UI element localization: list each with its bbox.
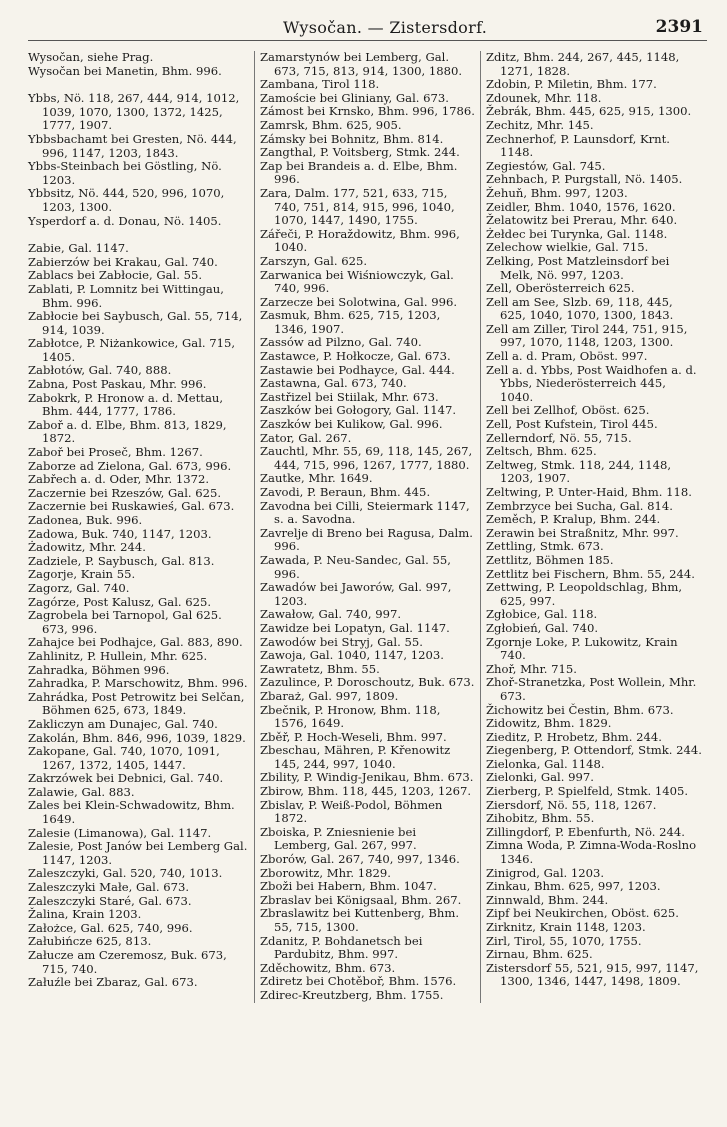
place-entry: Ybbs, Nö. 118, 267, 444, 914, 1012, 1039, 1070, 1300, 1372, 1425, 1777, 1907.: [28, 91, 240, 133]
place-entry: Zasmuk, Bhm. 625, 715, 1203, 1346, 1907.: [260, 308, 441, 336]
place-entry: Wysočan, siehe Prag.: [28, 50, 154, 64]
place-entry: Zell, Post Kufstein, Tirol 445.: [486, 417, 658, 432]
place-entry: Zavodi, P. Beraun, Bhm. 445.: [260, 485, 431, 499]
place-entry: Zabłotów, Gal. 740, 888.: [28, 363, 172, 378]
place-entry: Zborów, Gal. 267, 740, 997, 1346.: [260, 852, 460, 867]
place-entry: Zellerndorf, Nö. 55, 715.: [486, 430, 632, 445]
place-entry: Zhoř-Stranetzka, Post Wollein, Mhr. 673.: [486, 675, 697, 703]
place-entry: Zalawie, Gal. 883.: [28, 784, 135, 799]
place-entry: Zierberg, P. Spielfeld, Stmk. 1405.: [486, 784, 689, 799]
place-entry: Zdiretz bei Chotěboř, Bhm. 1576.: [260, 974, 457, 989]
place-entry: Zdanitz, P. Bohdanetsch bei Pardubitz, Bhm. 997.: [260, 933, 423, 962]
place-entry: Zettwing, P. Leopoldschlag, Bhm, 625, 997.: [486, 580, 683, 608]
place-entry: Žichowitz bei Čestin, Bhm. 673.: [486, 702, 674, 717]
place-entry: Zinnwald, Bhm. 244.: [486, 892, 609, 907]
place-entry: Zarzecze bei Solotwina, Gal. 996.: [260, 294, 458, 309]
place-entry: Zabřech a. d. Oder, Mhr. 1372.: [28, 472, 210, 487]
place-entry: Zabłocie bei Saybusch, Gal. 55, 714, 914, 1039.: [28, 309, 243, 337]
place-entry: Zechnerhof, P. Launsdorf, Krnt. 1148.: [486, 131, 670, 160]
place-entry: Ybbsbachamt bei Gresten, Nö. 444, 996, 1147, 1203, 1843.: [28, 131, 237, 160]
column-3: [480, 51, 706, 1003]
place-entry: Żadowitz, Mhr. 244.: [28, 540, 146, 555]
place-entry: Zakliczyn am Dunajec, Gal. 740.: [28, 716, 218, 731]
place-entry: Zahajce bei Podhajce, Gal. 883, 890.: [28, 635, 243, 650]
place-entry: Zaszków bei Gołogory, Gal. 1147.: [260, 403, 457, 418]
place-entry: Zirl, Tirol, 55, 1070, 1755.: [486, 933, 642, 948]
place-entry: Zběř, P. Hoch-Weseli, Bhm. 997.: [260, 729, 447, 744]
place-entry: Zettlitz, Böhmen 185.: [486, 552, 614, 567]
place-entry: Zadziele, P. Saybusch, Gal. 813.: [28, 553, 215, 568]
place-entry: Zahlinitz, P. Hullein, Mhr. 625.: [28, 648, 208, 663]
place-entry: Zistersdorf 55, 521, 915, 997, 1147, 1300, 1346, 1447, 1498, 1809.: [486, 960, 699, 989]
place-entry: Zbraslawitz bei Kuttenberg, Bhm. 55, 715, 1300.: [260, 906, 460, 934]
place-entry: Želatowitz bei Prerau, Mhr. 640.: [486, 213, 678, 228]
place-entry: Zawadów bei Jaworów, Gal. 997, 1203.: [260, 580, 452, 608]
place-entry: Zbirow, Bhm. 118, 445, 1203, 1267.: [260, 784, 472, 799]
place-entry: Zerawin bei Straßnitz, Mhr. 997.: [486, 525, 679, 540]
place-entry: Zihobitz, Bhm. 55.: [486, 811, 595, 826]
place-entry: Zavodna bei Cilli, Steiermark 1147, s. a. Savodna.: [260, 498, 470, 527]
place-entry: Zeměch, P. Kralup, Bhm. 244.: [486, 512, 661, 527]
place-entry: Załucze am Czeremosz, Buk. 673, 715, 740.: [28, 948, 227, 976]
place-entry: Zhoř, Mhr. 715.: [486, 661, 577, 676]
place-entry: Zazulince, P. Doroschoutz, Buk. 673.: [260, 675, 475, 690]
place-entry: Zalesie (Limanowa), Gal. 1147.: [28, 825, 212, 840]
place-entry: Zawratetz, Bhm. 55.: [260, 661, 380, 676]
place-entry: Zettling, Stmk. 673.: [486, 539, 604, 554]
place-entry: Zembrzyce bei Sucha, Gal. 814.: [486, 498, 673, 513]
place-entry: Ziegenberg, P. Ottendorf, Stmk. 244.: [486, 743, 702, 758]
place-entry: Zawoja, Gal. 1040, 1147, 1203.: [260, 648, 444, 663]
place-entry: Zawałow, Gal. 740, 997.: [260, 607, 402, 622]
place-entry: Zap bei Brandeis a. d. Elbe, Bhm. 996.: [260, 158, 458, 187]
place-entry: Zamoście bei Gliniany, Gal. 673.: [260, 90, 449, 105]
place-entry: Zelechow wielkie, Gal. 715.: [486, 240, 649, 255]
place-entry: Zell bei Zellhof, Oböst. 625.: [486, 403, 650, 418]
place-entry: Zagrobela bei Tarnopol, Gal 625. 673, 996.: [28, 608, 222, 636]
page-number: 2391: [655, 17, 703, 37]
place-entry: Zara, Dalm. 177, 521, 633, 715, 740, 751, 814, 915, 996, 1040, 1070, 1447, 1490, 1755.: [260, 185, 455, 228]
place-entry: Zarwanica bei Wiśniowczyk, Gal. 740, 996.: [260, 267, 454, 296]
place-entry: Zipf bei Neukirchen, Oböst. 625.: [486, 906, 679, 921]
page-header: [28, 14, 707, 41]
place-entry: Zditz, Bhm. 244, 267, 445, 1148, 1271, 1828.: [486, 50, 680, 78]
place-entry: Zbility, P. Windig-Jenikau, Bhm. 673.: [260, 770, 474, 785]
place-entry: Zastawna, Gal. 673, 740.: [260, 376, 407, 391]
place-entry: Ybbs-Steinbach bei Göstling, Nö. 1203.: [28, 159, 222, 187]
place-entry: Zieditz, P. Hrobetz, Bhm. 244.: [486, 729, 662, 744]
place-entry: Zirknitz, Krain 1148, 1203.: [486, 920, 646, 934]
place-entry: Zbislav, P. Weiß-Podol, Böhmen 1872.: [260, 797, 443, 826]
place-entry: Zegiestów, Gal. 745.: [486, 158, 606, 173]
place-entry: Zagorje, Krain 55.: [28, 567, 136, 582]
place-entry: Zawodów bei Stryj, Gal. 55.: [260, 634, 423, 649]
column-1: [28, 51, 254, 1003]
place-entry: Zaboř a. d. Elbe, Bhm. 813, 1829, 1872.: [28, 417, 227, 446]
place-entry: Zator, Gal. 267.: [260, 430, 352, 445]
place-entry: Zaleszczyki Małe, Gal. 673.: [28, 880, 190, 895]
section-gap: [28, 228, 250, 242]
place-entry: Zahradka, P. Marschowitz, Bhm. 996.: [28, 676, 248, 691]
place-entry: Žalina, Krain 1203.: [28, 907, 142, 922]
place-entry: Zgornje Loke, P. Lukowitz, Krain 740.: [486, 634, 678, 663]
place-entry: Zablacs bei Zabłocie, Gal. 55.: [28, 268, 203, 283]
place-entry: Zarszyn, Gal. 625.: [260, 253, 368, 268]
place-entry: Zahradka, Böhmen 996.: [28, 662, 170, 677]
place-entry: Zastawce, P. Hołkocze, Gal. 673.: [260, 349, 451, 364]
place-entry: Zidowitz, Bhm. 1829.: [486, 716, 612, 731]
place-entry: Zabłotce, P. Niżankowice, Gal. 715, 1405.: [28, 336, 236, 364]
place-entry: Zillingdorf, P. Ebenfurth, Nö. 244.: [486, 824, 685, 839]
place-entry: Ysperdorf a. d. Donau, Nö. 1405.: [28, 213, 222, 228]
column-2: [254, 51, 480, 1003]
place-entry: Zaczernie bei Rzeszów, Gal. 625.: [28, 485, 222, 500]
place-entry: Zaszków bei Kulikow, Gal. 996.: [260, 417, 443, 432]
place-entry: Zamrsk, Bhm. 625, 905.: [260, 117, 402, 132]
place-entry: Zabie, Gal. 1147.: [28, 241, 129, 256]
place-entry: Zalesie, Post Janów bei Lemberg Gal. 1147, 1203.: [28, 839, 248, 867]
place-entry: Zinigrod, Gal. 1203.: [486, 865, 605, 880]
place-entry: Zdounek, Mhr. 118.: [486, 90, 602, 105]
place-entry: Zamarstynów bei Lemberg, Gal. 673, 715, 813, 914, 1300, 1880.: [260, 50, 463, 78]
place-entry: Zborowitz, Mhr. 1829.: [260, 865, 391, 880]
place-entry: Załuźle bei Zbaraz, Gal. 673.: [28, 975, 198, 990]
place-entry: Zassów ad Pilzno, Gal. 740.: [260, 335, 422, 350]
place-entry: Zámost bei Krnsko, Bhm. 996, 1786.: [260, 104, 475, 119]
place-entry: Zdirec-Kreutzberg, Bhm. 1755.: [260, 987, 444, 1002]
place-entry: Zagorz, Gal. 740.: [28, 580, 130, 595]
place-entry: Zales bei Klein-Schwadowitz, Bhm. 1649.: [28, 798, 235, 827]
place-entry: Zadowa, Buk. 740, 1147, 1203.: [28, 526, 212, 541]
place-entry: Zettlitz bei Fischern, Bhm. 55, 244.: [486, 566, 695, 581]
place-entry: Zell am See, Slzb. 69, 118, 445, 625, 1040, 1070, 1300, 1843.: [486, 294, 674, 323]
place-entry: Zaboř bei Proseč, Bhm. 1267.: [28, 445, 203, 460]
place-entry: Zakrzówek bei Debnici, Gal. 740.: [28, 771, 224, 786]
columns: [28, 51, 707, 1003]
place-entry: Zbeschau, Mähren, P. Křenowitz 145, 244, 997, 1040.: [260, 743, 451, 771]
place-entry: Zabierzów bei Krakau, Gal. 740.: [28, 254, 218, 269]
place-entry: Zdobin, P. Miletin, Bhm. 177.: [486, 77, 657, 92]
place-entry: Zastřizel bei Stiilak, Mhr. 673.: [260, 389, 439, 404]
place-entry: Zell a. d. Ybbs, Post Waidhofen a. d. Ybbs, Niederösterreich 445, 1040.: [486, 362, 697, 404]
place-entry: Ziersdorf, Nö. 55, 118, 1267.: [486, 797, 657, 812]
place-entry: Zablati, P. Lomnitz bei Wittingau, Bhm. 996.: [28, 281, 224, 310]
place-entry: Zell a. d. Pram, Oböst. 997.: [486, 349, 648, 364]
place-entry: Żełdec bei Turynka, Gal. 1148.: [486, 226, 668, 241]
place-entry: Zbečnik, P. Hronow, Bhm. 118, 1576, 1649.: [260, 702, 441, 731]
place-entry: Zaleszczyki Staré, Gal. 673.: [28, 893, 192, 908]
place-entry: Zawada, P. Neu-Sandec, Gal. 55, 996.: [260, 552, 451, 581]
place-entry: Zadonea, Buk. 996.: [28, 513, 143, 527]
place-entry: Zeltwing, P. Unter-Haid, Bhm. 118.: [486, 485, 692, 499]
place-entry: Zehnbach, P. Purgstall, Nö. 1405.: [486, 172, 683, 187]
place-entry: Zirnau, Bhm. 625.: [486, 947, 593, 962]
place-entry: Zawidze bei Lopatyn, Gal. 1147.: [260, 620, 450, 635]
place-entry: Zangthal, P. Voitsberg, Stmk. 244.: [260, 145, 460, 160]
place-entry: Zeltweg, Stmk. 118, 244, 1148, 1203, 1907.: [486, 457, 672, 486]
place-entry: Zambana, Tirol 118.: [260, 77, 380, 92]
place-entry: Zell, Oberösterreich 625.: [486, 281, 635, 296]
place-entry: Zeltsch, Bhm. 625.: [486, 444, 597, 459]
place-entry: Zámsky bei Bohnitz, Bhm. 814.: [260, 131, 444, 146]
place-entry: Zakopane, Gal. 740, 1070, 1091, 1267, 1372, 1405, 1447.: [28, 744, 220, 772]
place-entry: Zděchowitz, Bhm. 673.: [260, 960, 396, 975]
place-entry: Zell am Ziller, Tirol 244, 751, 915, 997, 1070, 1148, 1203, 1300.: [486, 321, 688, 350]
place-entry: Zboži bei Habern, Bhm. 1047.: [260, 879, 437, 894]
place-entry: Zautke, Mhr. 1649.: [260, 471, 373, 486]
place-entry: Zahrádka, Post Petrowitz bei Selčan, Böhmen 625, 673, 1849.: [28, 689, 245, 718]
place-entry: Zaczernie bei Ruskawieś, Gal. 673.: [28, 499, 235, 514]
running-title: Wysočan. — Zistersdorf.: [283, 18, 488, 37]
place-entry: Zaleszczyki, Gal. 520, 740, 1013.: [28, 866, 223, 881]
place-entry: Zielonka, Gal. 1148.: [486, 756, 605, 771]
place-entry: Zbaraż, Gal. 997, 1809.: [260, 688, 399, 703]
place-entry: Zielonki, Gal. 997.: [486, 770, 594, 785]
place-entry: Zabna, Post Paskau, Mhr. 996.: [28, 377, 207, 392]
place-entry: Zinkau, Bhm. 625, 997, 1203.: [486, 879, 661, 894]
place-entry: Zářeči, P. Horaždowitz, Bhm. 996, 1040.: [260, 226, 460, 255]
place-entry: Zboiska, P. Zniesnienie bei Lemberg, Gal. 267, 997.: [260, 824, 417, 853]
place-entry: Ybbsitz, Nö. 444, 520, 996, 1070, 1203, 1300.: [28, 186, 225, 214]
section-gap: [28, 78, 250, 92]
place-entry: Załubińcze 625, 813.: [28, 934, 152, 949]
place-entry: Zavrelje di Breno bei Ragusa, Dalm. 996.: [260, 525, 473, 554]
place-entry: Zastawie bei Podhayce, Gal. 444.: [260, 362, 455, 377]
place-entry: Žehuň, Bhm. 997, 1203.: [486, 185, 628, 200]
place-entry: Zechitz, Mhr. 145.: [486, 117, 594, 132]
place-entry: Zauchtl, Mhr. 55, 69, 118, 145, 267, 444, 715, 996, 1267, 1777, 1880.: [260, 444, 473, 472]
place-entry: Zimna Woda, P. Zimna-Woda-Roslno 1346.: [486, 838, 697, 867]
place-entry: Zakolán, Bhm. 846, 996, 1039, 1829.: [28, 730, 246, 745]
place-entry: Zeidler, Bhm. 1040, 1576, 1620.: [486, 199, 676, 214]
place-entry: Wysočan bei Manetin, Bhm. 996.: [28, 63, 222, 78]
place-entry: Założce, Gal. 625, 740, 996.: [28, 920, 193, 935]
place-entry: Zabokrk, P. Hronow a. d. Mettau, Bhm. 444, 1777, 1786.: [28, 390, 224, 419]
place-entry: Žebrák, Bhm. 445, 625, 915, 1300.: [486, 104, 692, 119]
place-entry: Zbraslav bei Königsaal, Bhm. 267.: [260, 892, 462, 907]
place-entry: Zelking, Post Matzleinsdorf bei Melk, Nö. 997, 1203.: [486, 253, 670, 282]
place-entry: Zagórze, Post Kalusz, Gal. 625.: [28, 594, 212, 609]
place-entry: Zgłobice, Gal. 118.: [486, 607, 598, 622]
place-entry: Zaborze ad Zielona, Gal. 673, 996.: [28, 458, 232, 473]
place-entry: Zgłobień, Gal. 740.: [486, 620, 599, 635]
